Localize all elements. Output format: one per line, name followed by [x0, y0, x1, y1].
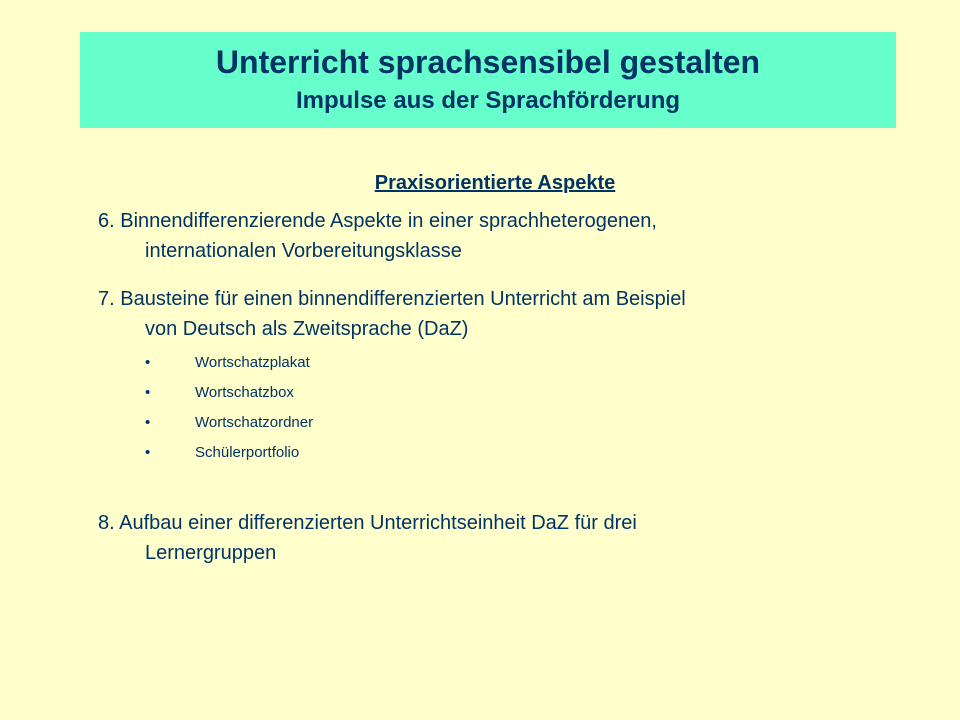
bullet-dot-icon: • — [145, 354, 151, 371]
slide-subtitle: Impulse aus der Sprachförderung — [295, 87, 681, 114]
bullet-dot-icon: • — [145, 414, 151, 431]
list-item-6-line-1: 6. Binnendifferenzierende Aspekte in einer sprachheterogenen, — [98, 210, 657, 232]
bullet-text: Wortschatzbox — [195, 384, 294, 401]
list-item-6 — [98, 206, 888, 266]
list-item-7-line-1: 7. Bausteine für einen binnendifferenzierten Unterricht am Beispiel — [98, 288, 686, 310]
title-banner — [80, 32, 896, 128]
slide-title: Unterricht sprachsensibel gestalten — [215, 44, 761, 80]
bullet-text: Wortschatzordner — [195, 414, 314, 431]
bullet-text: Wortschatzplakat — [195, 354, 310, 371]
bullet-dot-icon: • — [145, 444, 151, 461]
bullet-dot-icon: • — [145, 384, 151, 401]
section-heading: Praxisorientierte Aspekte — [374, 172, 616, 194]
list-item-7-line-2: von Deutsch als Zweitsprache (DaZ) — [145, 318, 469, 340]
list-item-7 — [98, 284, 888, 344]
list-item-8 — [98, 508, 888, 568]
list-item-8-line-1: 8. Aufbau einer differenzierten Unterrichtseinheit DaZ für drei — [98, 512, 637, 534]
bullet-text: Schülerportfolio — [195, 444, 300, 461]
list-item-6-line-2: internationalen Vorbereitungsklasse — [145, 240, 462, 262]
list-item-8-line-2: Lernergruppen — [145, 542, 277, 564]
